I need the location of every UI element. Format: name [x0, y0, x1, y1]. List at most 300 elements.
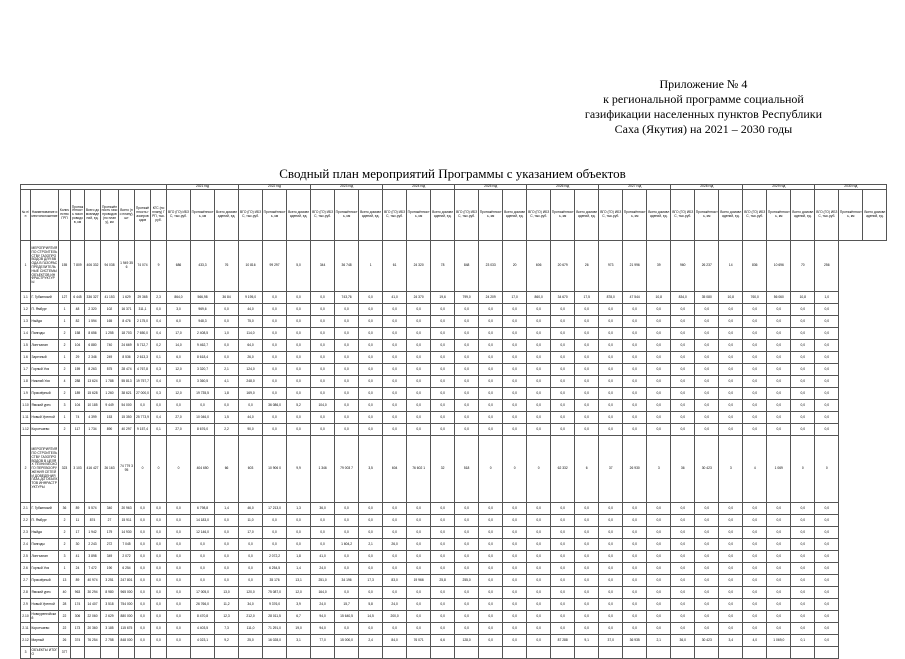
table-cell: 0,0 [287, 292, 311, 304]
table-cell: 0,0 [383, 328, 407, 340]
table-cell: 0,0 [335, 515, 359, 527]
table-cell: 0,0 [647, 539, 671, 551]
table-cell: 0,0 [383, 412, 407, 424]
table-cell: 0,0 [335, 400, 359, 412]
table-cell [551, 647, 575, 659]
table-cell: 2,4 [359, 635, 383, 647]
table-cell: 0,0 [623, 328, 647, 340]
table-cell: 46,0 [239, 503, 263, 515]
table-cell: 0,0 [151, 587, 167, 599]
table-cell: 70 [791, 241, 815, 292]
table-cell: 4 399 [85, 412, 101, 424]
table-cell: 83,0 [383, 575, 407, 587]
table-cell: 22 060 [85, 611, 101, 623]
column-header: КГС (по плану) ГРП, тыс.руб. [151, 190, 167, 241]
table-cell: 0,0 [151, 635, 167, 647]
table-cell: 30 [71, 539, 85, 551]
table-cell: 0,0 [503, 551, 527, 563]
table-cell: 0,0 [791, 599, 815, 611]
table-cell: 0,0 [407, 376, 431, 388]
table-cell: 0,0 [551, 515, 575, 527]
table-cell: 4,0 [743, 635, 767, 647]
table-cell: 0,0 [599, 611, 623, 623]
column-header: Всего домовладений, ед. [359, 190, 383, 241]
table-cell: 8 263 [85, 364, 101, 376]
row-name-cell: Лонгъюган [31, 340, 59, 352]
table-cell: 15 000,0 [335, 635, 359, 647]
table-cell: 0,0 [719, 388, 743, 400]
column-header: Всего домовладений, ед. [719, 190, 743, 241]
table-cell: 1 [59, 316, 71, 328]
table-cell [383, 647, 407, 659]
table-cell: 0,0 [599, 352, 623, 364]
table-cell: 0,0 [335, 340, 359, 352]
table-cell: 0,0 [431, 328, 455, 340]
table-cell: 0,0 [551, 304, 575, 316]
table-cell [791, 647, 815, 659]
table-cell: 64,0 [239, 340, 263, 352]
table-cell: 0,0 [455, 424, 479, 436]
table-cell: 0,0 [455, 539, 479, 551]
table-cell: 77,0 [311, 635, 335, 647]
table-cell: 0,0 [791, 340, 815, 352]
table-cell: 10 906 0 [263, 436, 287, 503]
table-cell: 0,0 [287, 539, 311, 551]
table-cell: 0,0 [695, 515, 719, 527]
table-cell: 0,0 [455, 587, 479, 599]
table-cell: 0,0 [575, 304, 599, 316]
table-cell: 0,0 [695, 611, 719, 623]
table-cell: 0,0 [335, 424, 359, 436]
table-cell: 4 [743, 436, 767, 503]
column-header: ВГО (ГО) ИБЗС, тыс.руб. [239, 190, 263, 241]
table-cell: 41 153 [101, 292, 119, 304]
table-row [21, 611, 887, 623]
table-cell [431, 647, 455, 659]
table-cell: 10,8 [719, 292, 743, 304]
table-cell: 0,0 [287, 316, 311, 328]
table-cell: 0,0 [527, 304, 551, 316]
table-cell: 0,0 [647, 611, 671, 623]
table-cell: 0,0 [527, 352, 551, 364]
table-cell: 0,0 [311, 424, 335, 436]
table-cell: 6,6 [431, 635, 455, 647]
table-cell: 7 045 [119, 539, 135, 551]
table-cell: 0,0 [335, 563, 359, 575]
table-cell: 0,0 [359, 352, 383, 364]
table-cell: 0,0 [551, 388, 575, 400]
table-cell: 1.3 [21, 316, 31, 328]
table-cell: 890 [101, 424, 119, 436]
table-cell: 0,0 [815, 388, 839, 400]
table-cell: 0,0 [695, 527, 719, 539]
table-cell: 20 360 [85, 623, 101, 635]
table-cell: 29 365 [135, 292, 151, 304]
table-cell: 6 254 [119, 563, 135, 575]
table-cell: 3 [647, 436, 671, 503]
table-cell: 0 [479, 436, 503, 503]
table-cell: 0,0 [551, 575, 575, 587]
table-cell [647, 647, 671, 659]
table-cell: 0,0 [335, 503, 359, 515]
table-cell: 0,0 [695, 539, 719, 551]
table-cell: 30 423 [695, 635, 719, 647]
column-header: Протяжённость, км [839, 190, 863, 241]
table-cell: 0,0 [695, 575, 719, 587]
table-cell: 0,0 [527, 316, 551, 328]
table-cell: 0,0 [719, 400, 743, 412]
table-cell: 9,2 [215, 635, 239, 647]
table-cell: 0,0 [503, 635, 527, 647]
table-cell: 29 [71, 352, 85, 364]
table-cell: 0,0 [431, 599, 455, 611]
table-cell: 0,0 [791, 587, 815, 599]
table-cell: 433,3 [191, 241, 215, 292]
table-cell: 0,0 [575, 316, 599, 328]
table-cell: 0,0 [311, 527, 335, 539]
table-cell: 0,0 [575, 539, 599, 551]
table-cell: 0,0 [135, 599, 151, 611]
column-header: Протяжённость газопроводов, км [71, 190, 85, 241]
table-cell: 24,0 [311, 563, 335, 575]
table-cell: 0,0 [719, 503, 743, 515]
table-cell: 0,0 [383, 304, 407, 316]
table-cell: 1,4 [215, 503, 239, 515]
table-cell: 0,0 [815, 539, 839, 551]
table-cell: 34,0 [239, 599, 263, 611]
table-cell: 0 [167, 436, 191, 503]
table-cell: 6 445 [71, 292, 85, 304]
table-cell: 0,0 [551, 503, 575, 515]
table-cell: 15 911 [119, 515, 135, 527]
table-cell: 0,0 [135, 539, 151, 551]
table-cell: 0,0 [479, 515, 503, 527]
table-cell: 0,0 [503, 611, 527, 623]
table-cell: 0,0 [335, 376, 359, 388]
table-cell: 0,0 [135, 611, 151, 623]
table-cell: 0,0 [263, 304, 287, 316]
table-cell: 10 816 [239, 241, 263, 292]
table-cell: 0,0 [167, 551, 191, 563]
table-cell: 24 320 [407, 241, 431, 292]
table-cell: 0,0 [527, 623, 551, 635]
table-cell: 19 757,7 [135, 376, 151, 388]
table-cell: 0 [135, 436, 151, 503]
table-cell: 0,0 [135, 575, 151, 587]
row-name-cell: Новый Уренгой [31, 412, 59, 424]
table-cell: 0,0 [503, 515, 527, 527]
table-cell: 0,0 [599, 575, 623, 587]
table-cell: 311,1 [135, 304, 151, 316]
table-cell: 0,0 [407, 424, 431, 436]
table-cell: 0,0 [551, 316, 575, 328]
table-cell: 11 [71, 515, 85, 527]
table-cell: 0,0 [527, 376, 551, 388]
table-cell: 4 023,1 [191, 635, 215, 647]
table-cell: 0,0 [263, 527, 287, 539]
table-cell: 104,0 [311, 400, 335, 412]
document-caption [585, 77, 822, 137]
table-cell: 349 [101, 551, 119, 563]
row-name-cell: Приозёрный [31, 388, 59, 400]
table-cell: 9 449 [101, 400, 119, 412]
table-cell: 0,0 [215, 515, 239, 527]
table-cell: 0,0 [767, 316, 791, 328]
table-cell: 0,0 [527, 551, 551, 563]
table-cell: 0,0 [479, 503, 503, 515]
table-cell: 0,0 [623, 424, 647, 436]
table-cell: 0,0 [407, 587, 431, 599]
table-cell: 0,0 [479, 575, 503, 587]
table-cell: 0,0 [623, 376, 647, 388]
table-cell: 0,0 [647, 400, 671, 412]
table-cell: 0,0 [767, 563, 791, 575]
table-cell: 0,0 [647, 304, 671, 316]
table-cell: 41,0 [383, 292, 407, 304]
table-cell: 1,5 [215, 412, 239, 424]
table-cell: 0,0 [151, 551, 167, 563]
table-cell: 2 [59, 515, 71, 527]
table-cell: 0,0 [359, 340, 383, 352]
table-cell: 0,4 [151, 412, 167, 424]
table-cell: 0,0 [455, 503, 479, 515]
table-cell: 7 650,0 [135, 328, 151, 340]
table-cell: 0,0 [479, 599, 503, 611]
table-cell: 0,0 [719, 575, 743, 587]
table-cell: 44,0 [239, 412, 263, 424]
table-cell: 0,0 [455, 304, 479, 316]
table-cell: 255,0 [455, 575, 479, 587]
table-cell: 2 [59, 424, 71, 436]
table-cell: 0,0 [743, 340, 767, 352]
column-header: Протяжённость газопроводов [135, 190, 151, 241]
table-cell: 0,0 [575, 364, 599, 376]
table-row [21, 241, 887, 292]
table-cell: 99 297 [263, 241, 287, 292]
table-cell: 1.1 [21, 292, 31, 304]
table-cell: 127 [59, 292, 71, 304]
table-cell: 0,0 [359, 563, 383, 575]
column-header: ВГО (ГО) ИБЗС, тыс.руб. [527, 190, 551, 241]
table-cell: 1 604,2 [335, 539, 359, 551]
table-cell: 0,0 [695, 599, 719, 611]
column-header: Протяжённость, км [551, 190, 575, 241]
table-cell: 0,0 [215, 400, 239, 412]
table-cell: 19,6 [431, 292, 455, 304]
table-cell: 14 407 [85, 599, 101, 611]
table-cell: 179 [101, 527, 119, 539]
table-cell: 0,0 [431, 587, 455, 599]
table-cell: 344 [311, 241, 335, 292]
table-cell: 2 072,2 [263, 551, 287, 563]
table-cell: 0,0 [167, 563, 191, 575]
table-cell: 1.2 [21, 304, 31, 316]
table-cell: 0,0 [479, 400, 503, 412]
table-cell: 9 195,0 [239, 292, 263, 304]
table-cell: 963 [71, 587, 85, 599]
caption-line-4: Саха (Якутия) на 2021 – 2030 годы [614, 122, 793, 136]
table-cell: 36,0 [671, 635, 695, 647]
table-cell: 0,0 [455, 551, 479, 563]
table-cell: 0,0 [239, 575, 263, 587]
table-cell: 0 [815, 436, 839, 503]
table-cell: 9 [151, 241, 167, 292]
table-cell: 960 [671, 241, 695, 292]
table-cell: 0,0 [167, 599, 191, 611]
table-cell: 0,0 [767, 412, 791, 424]
table-cell: 6,0 [167, 316, 191, 328]
table-cell: 36 [59, 503, 71, 515]
table-cell [85, 647, 101, 659]
table-cell: 0,0 [623, 352, 647, 364]
table-cell: 153 [101, 412, 119, 424]
table-row [21, 292, 887, 304]
table-cell: 0,0 [383, 388, 407, 400]
table-cell: 3 251 [101, 575, 119, 587]
table-cell: 0,0 [719, 340, 743, 352]
table-cell: 288 [71, 376, 85, 388]
table-cell: 7 472 [85, 563, 101, 575]
table-cell: 0,0 [815, 412, 839, 424]
table-cell: 1,3 [287, 503, 311, 515]
table-cell: 0,0 [647, 328, 671, 340]
column-header: Количество ГРП [59, 190, 71, 241]
table-cell: 9 157,4 [135, 424, 151, 436]
table-cell: 114,0 [239, 328, 263, 340]
table-cell: 0,0 [647, 551, 671, 563]
table-cell: 0,0 [575, 551, 599, 563]
table-cell: 0,0 [815, 527, 839, 539]
table-cell: 0,0 [599, 599, 623, 611]
table-cell: 2,1 [359, 539, 383, 551]
table-cell: 0,0 [815, 587, 839, 599]
table-cell: 0,0 [263, 412, 287, 424]
table-cell: 2,1 [647, 635, 671, 647]
table-cell: 0,0 [599, 328, 623, 340]
table-cell: 20 [503, 241, 527, 292]
table-cell: 0 [791, 436, 815, 503]
table-cell: 75,0 [239, 316, 263, 328]
table-cell: 26,0 [239, 352, 263, 364]
table-cell: 5,2 [287, 400, 311, 412]
table-cell: 3,9 [287, 599, 311, 611]
table-cell: 0,0 [167, 611, 191, 623]
row-name-cell: Ямский урез [31, 587, 59, 599]
table-cell: 0,0 [407, 515, 431, 527]
table-cell: 0,0 [383, 503, 407, 515]
table-cell: 0,0 [767, 352, 791, 364]
table-cell: 0,0 [791, 352, 815, 364]
table-cell: 0,0 [455, 611, 479, 623]
table-cell: 0,0 [791, 364, 815, 376]
table-cell: 0,0 [263, 515, 287, 527]
table-cell: 0,0 [743, 412, 767, 424]
table-cell: 0,0 [575, 328, 599, 340]
table-cell: 0,0 [815, 563, 839, 575]
table-cell: 0,0 [479, 539, 503, 551]
table-cell: 74 779 395 [119, 436, 135, 503]
table-cell: 0,0 [311, 292, 335, 304]
table-cell: 306 [71, 611, 85, 623]
row-name-cell: Ныйда [31, 527, 59, 539]
table-cell: 0,0 [791, 424, 815, 436]
table-cell: 0,0 [623, 587, 647, 599]
table-cell: 0,0 [191, 400, 215, 412]
table-cell: 0,0 [455, 400, 479, 412]
table-row [21, 647, 887, 659]
table-cell: 5,8 [359, 599, 383, 611]
table-cell: 0,0 [503, 328, 527, 340]
table-cell: 0,0 [135, 635, 151, 647]
table-cell: 0,0 [239, 400, 263, 412]
table-cell: 25 773,9 [135, 412, 151, 424]
plan-table [20, 184, 887, 659]
table-cell: 6,0 [167, 352, 191, 364]
table-cell: 874 [85, 515, 101, 527]
table-cell: 0,0 [503, 587, 527, 599]
table-cell: 0,0 [431, 412, 455, 424]
table-cell: 0,0 [335, 316, 359, 328]
table-cell: 0,0 [167, 527, 191, 539]
table-cell: 0,0 [503, 304, 527, 316]
table-cell: 0,0 [527, 539, 551, 551]
table-cell: 0,0 [191, 575, 215, 587]
table-cell: 0,0 [791, 611, 815, 623]
table-cell: 0,0 [527, 364, 551, 376]
table-cell: 0,0 [599, 563, 623, 575]
table-cell: 0,0 [383, 515, 407, 527]
table-cell: 2 [21, 436, 31, 503]
table-cell: 0,0 [215, 316, 239, 328]
table-cell: 22 [59, 611, 71, 623]
table-cell [599, 647, 623, 659]
table-cell [767, 647, 791, 659]
table-cell: 6 880 [85, 340, 101, 352]
table-cell: 41,0 [311, 551, 335, 563]
table-cell: 0,0 [599, 623, 623, 635]
row-name-cell: Новый Уренгой [31, 599, 59, 611]
table-cell: 0,0 [335, 412, 359, 424]
table-cell: 0,0 [431, 503, 455, 515]
table-cell: 3,5 [359, 436, 383, 503]
table-cell: 0,0 [167, 376, 191, 388]
column-header: ВГО (ГО) ИБЗС, тыс.руб. [671, 190, 695, 241]
table-cell: 25,8 [431, 575, 455, 587]
table-cell: 0,0 [767, 587, 791, 599]
table-cell: 0,0 [767, 503, 791, 515]
table-cell: 0,0 [815, 575, 839, 587]
table-cell: 0,0 [743, 563, 767, 575]
table-cell: 686 [167, 241, 191, 292]
table-cell: 0,0 [167, 400, 191, 412]
table-cell: 0,0 [239, 563, 263, 575]
table-cell: 0,0 [503, 527, 527, 539]
table-cell: 12 146,0 [191, 527, 215, 539]
table-cell: 0,0 [527, 611, 551, 623]
table-cell: 0,0 [599, 316, 623, 328]
table-cell: 0,0 [151, 563, 167, 575]
table-cell: 0,0 [623, 563, 647, 575]
table-cell: 1 [359, 241, 383, 292]
table-row [21, 551, 887, 563]
row-name-cell: Ямский урез [31, 400, 59, 412]
table-cell: 0,0 [815, 400, 839, 412]
table-cell: 17,3 [359, 575, 383, 587]
table-cell: 0,0 [527, 635, 551, 647]
table-cell: 0,0 [815, 623, 839, 635]
table-cell: 0,0 [551, 364, 575, 376]
table-cell: 0,0 [743, 364, 767, 376]
